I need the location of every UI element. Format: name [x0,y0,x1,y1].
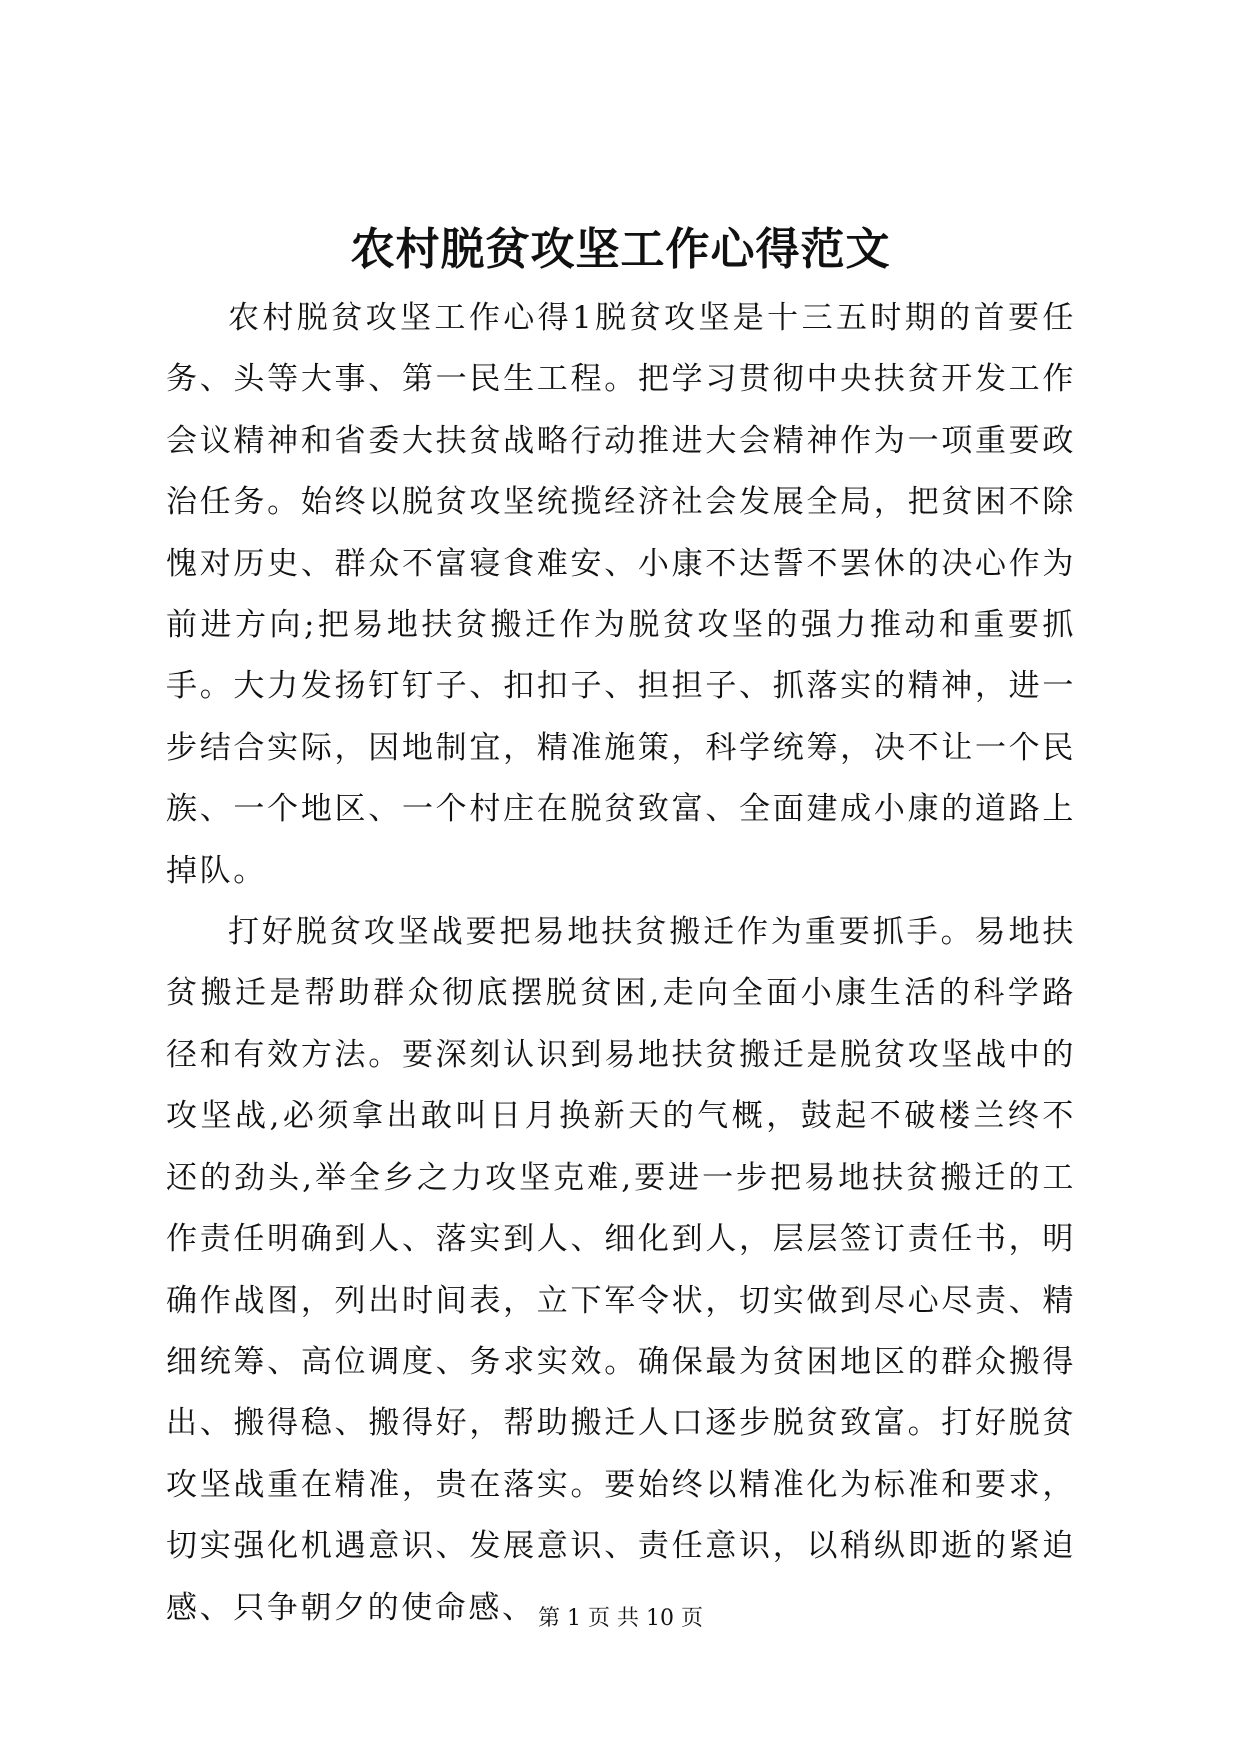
document-body [166,288,1076,1639]
paragraph-1: 农村脱贫攻坚工作心得1脱贫攻坚是十三五时期的首要任务、头等大事、第一民生工程。把学习贯彻中央扶贫开发工作会议精神和省委大扶贫战略行动推进大会精神作为一项重要政治任务。始终以脱贫攻坚统揽经济社会发展全局，把贫困不除愧对历史、群众不富寝食难安、小康不达誓不罢休的决心作为前进方向;把易地扶贫搬迁作为脱贫攻坚的强力推动和重要抓手。大力发扬钉钉子、扣扣子、担担子、抓落实的精神，进一步结合实际，因地制宜，精准施策，科学统筹，决不让一个民族、一个地区、一个村庄在脱贫致富、全面建成小康的道路上掉队。 [166,300,1076,889]
page-footer: 第 1 页 共 10 页 [538,1606,703,1631]
paragraph-2: 打好脱贫攻坚战要把易地扶贫搬迁作为重要抓手。易地扶贫搬迁是帮助群众彻底摆脱贫困,走向全面小康生活的科学路径和有效方法。要深刻认识到易地扶贫搬迁是脱贫攻坚战中的攻坚战,必须拿出敢叫日月换新天的气概，鼓起不破楼兰终不还的劲头,举全乡之力攻坚克难,要进一步把易地扶贫搬迁的工作责任明确到人、落实到人、细化到人，层层签订责任书，明确作战图，列出时间表，立下军令状，切实做到尽心尽责、精细统筹、高位调度、务求实效。确保最为贫困地区的群众搬得出、搬得稳、搬得好，帮助搬迁人口逐步脱贫致富。打好脱贫攻坚战重在精准，贵在落实。要始终以精准化为标准和要求，切实强化机遇意识、发展意识、责任意识，以稍纵即逝的紧迫感、只争朝夕的使命感、 [166,914,1076,1626]
document-title: 农村脱贫攻坚工作心得范文 [350,224,891,275]
